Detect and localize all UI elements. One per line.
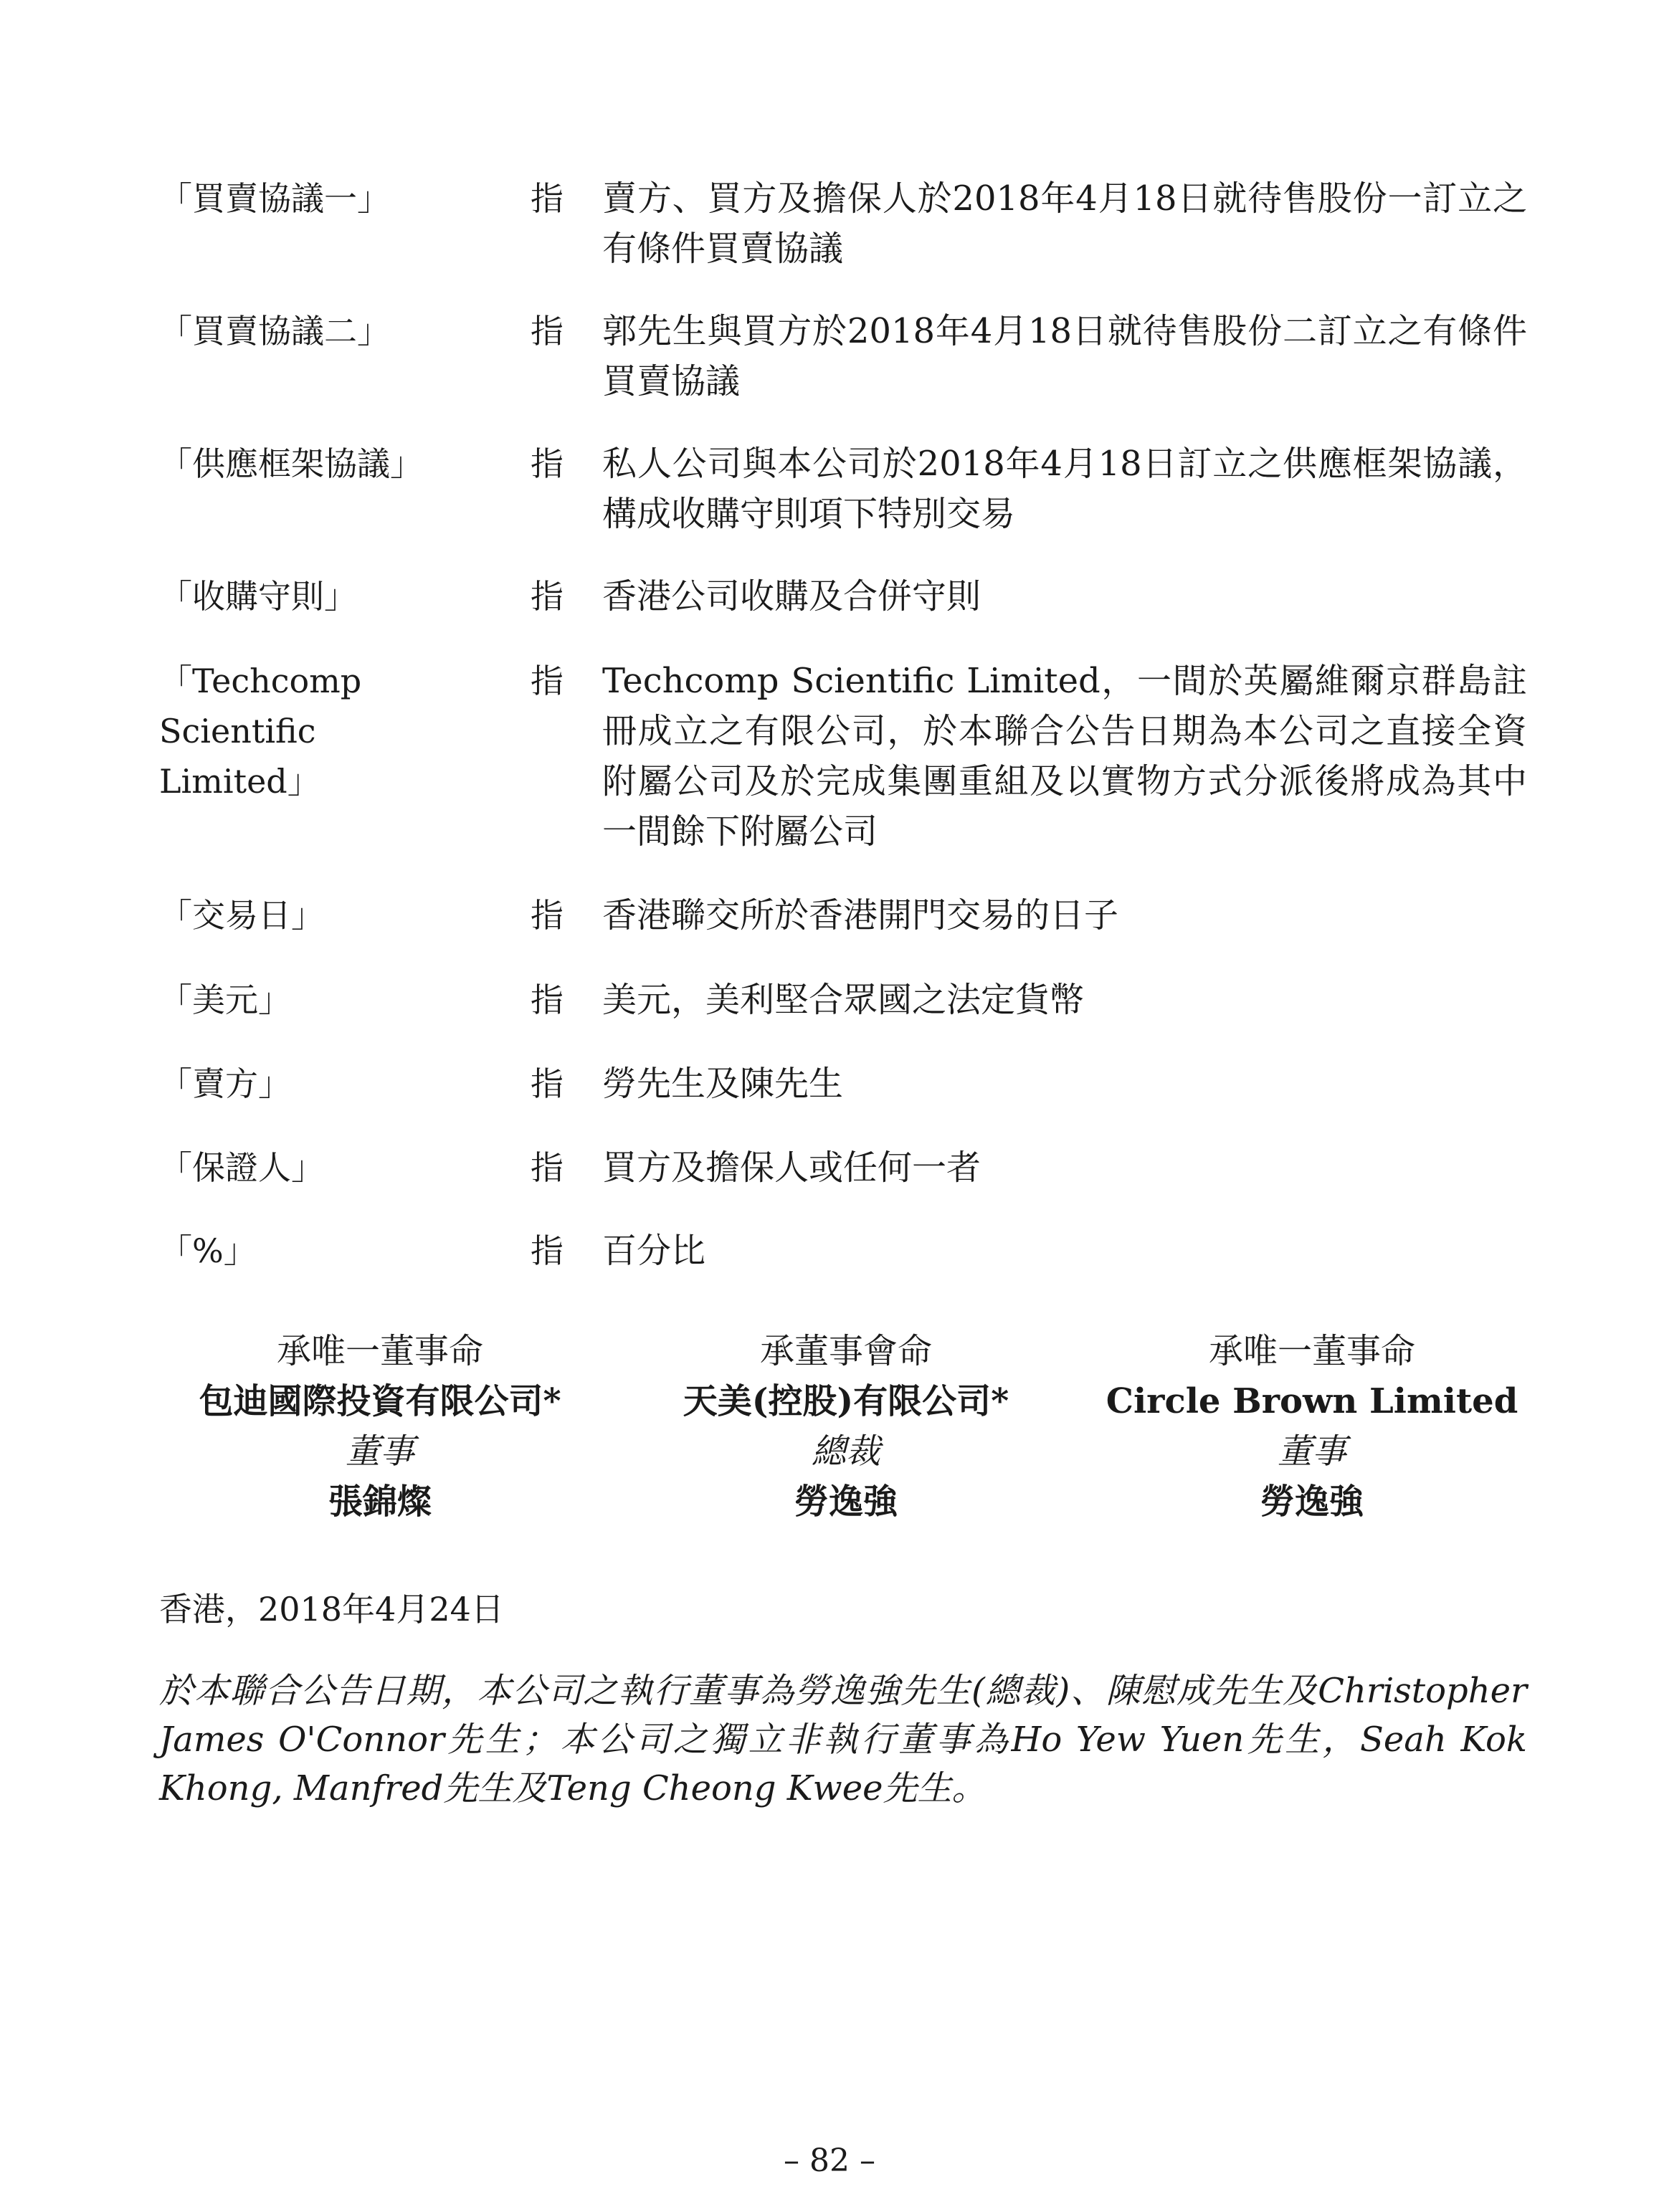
definition-text: 賣方、買方及擔保人於2018年4月18日就待售股份一訂立之有條件買賣協議 (602, 178, 1527, 269)
definition-term: 「賣方」 (159, 1064, 291, 1103)
definition-term: 「買賣協議一」 (159, 179, 390, 218)
signature-name: 勞逸強 (1260, 1482, 1364, 1522)
definition-marker: 指 (531, 1231, 564, 1270)
signature-block (129, 1326, 631, 1527)
directors-note: 於本聯合公告日期，本公司之執行董事為勞逸強先生(總裁)、陳慰成先生及Christopher James O'Connor先生；本公司之獨立非執行董事為Ho Yew Yuen先生，Seah Kok Khong, Manfred先生及Teng Cheong Kwee先生。 (159, 1671, 1527, 1808)
place-date: 香港，2018年4月24日 (159, 1590, 504, 1629)
definition-term: 「供應框架協議」 (159, 444, 423, 483)
definition-text: 私人公司與本公司於2018年4月18日訂立之供應框架協議，構成收購守則項下特別交易 (602, 444, 1527, 534)
signature-company: Circle Brown Limited (1106, 1381, 1518, 1421)
signature-block (595, 1326, 1097, 1527)
definition-marker: 指 (531, 1064, 564, 1103)
definition-text: Techcomp Scientific Limited，一間於英屬維爾京群島註冊成立之有限公司，於本聯合公告日期為本公司之直接全資附屬公司及於完成集團重組及以實物方式分派後將成為其中一間餘下附屬公司 (602, 661, 1527, 852)
definition-term: 「買賣協議二」 (159, 312, 390, 351)
signature-name: 張錦燦 (328, 1482, 432, 1522)
definition-marker: 指 (531, 1148, 564, 1187)
definition-marker: 指 (531, 312, 564, 351)
definition-marker: 指 (531, 896, 564, 935)
definition-marker: 指 (531, 662, 564, 700)
definition-term: 「保證人」 (159, 1148, 324, 1187)
signature-company: 包迪國際投資有限公司* (199, 1381, 561, 1421)
definition-text: 百分比 (602, 1231, 706, 1271)
signature-order: 承唯一董事命 (276, 1331, 483, 1371)
signature-block (1061, 1326, 1563, 1527)
signature-title: 總裁 (811, 1431, 880, 1472)
definition-marker: 指 (531, 444, 564, 483)
signature-name: 勞逸強 (794, 1482, 898, 1522)
signature-title: 董事 (345, 1431, 414, 1472)
definition-text: 香港聯交所於香港開門交易的日子 (602, 895, 1119, 935)
definition-marker: 指 (531, 577, 564, 616)
signature-order: 承唯一董事命 (1208, 1331, 1415, 1371)
definition-marker: 指 (531, 981, 564, 1019)
signature-company: 天美(控股)有限公司* (683, 1381, 1009, 1421)
signature-title: 董事 (1277, 1431, 1346, 1472)
definition-term: 「美元」 (159, 981, 291, 1019)
definition-term: 「%」 (159, 1231, 257, 1270)
definition-term: 「交易日」 (159, 896, 324, 935)
definition-text: 買方及擔保人或任何一者 (602, 1148, 981, 1188)
definition-text: 香港公司收購及合併守則 (602, 576, 981, 616)
signature-order: 承董事會命 (759, 1331, 932, 1371)
definition-term: 「收購守則」 (159, 577, 357, 616)
definition-text: 郭先生與買方於2018年4月18日就待售股份二訂立之有條件買賣協議 (602, 311, 1527, 401)
page-number: – 82 – (784, 2142, 875, 2179)
definition-term: 「Techcomp Scientific Limited」 (159, 662, 362, 801)
definition-marker: 指 (531, 179, 564, 218)
definition-text: 美元，美利堅合眾國之法定貨幣 (602, 980, 1085, 1020)
definition-text: 勞先生及陳先生 (602, 1064, 844, 1104)
